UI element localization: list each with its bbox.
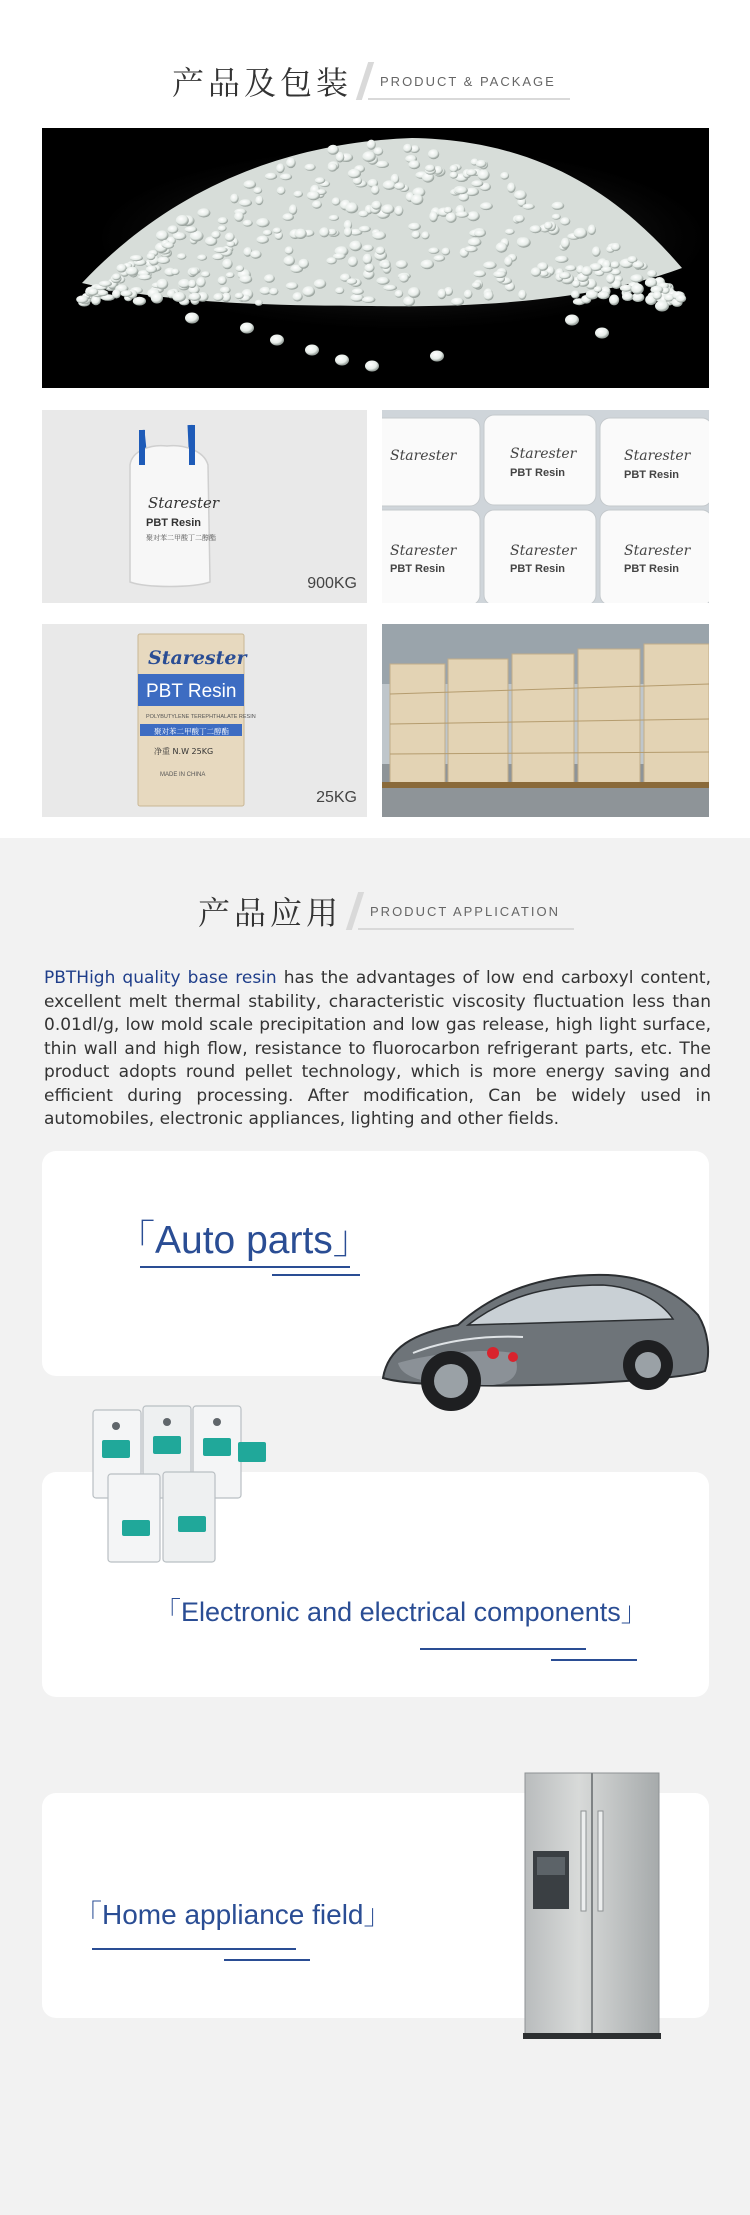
svg-text:净重 N.W 25KG: 净重 N.W 25KG [154, 747, 214, 756]
heading-cn: 产品应用 [198, 894, 343, 932]
pellet [365, 264, 375, 273]
pellet [227, 241, 235, 248]
pellet [157, 257, 170, 264]
product-package-section [0, 0, 750, 838]
title-underline [92, 1948, 296, 1950]
pellet [412, 231, 421, 239]
pellet [270, 335, 284, 346]
title-underline-short [551, 1659, 637, 1661]
section-heading-application [198, 888, 574, 934]
pellet [121, 290, 133, 297]
pellet [327, 145, 338, 155]
pellet [240, 323, 254, 334]
svg-text:Starester: Starester [510, 543, 577, 559]
pellet [315, 177, 325, 183]
description-highlight: PBTHigh quality base resin [44, 968, 277, 988]
pellet [289, 204, 297, 215]
application-description [44, 967, 711, 1132]
weight-25-label: 25KG [316, 789, 357, 806]
refrigerator-image [523, 1771, 663, 2041]
pellet [284, 256, 295, 266]
title-underline-short [224, 1959, 310, 1961]
pellet [581, 266, 592, 276]
pellet [464, 290, 473, 299]
pellet [218, 276, 227, 285]
pellet [255, 300, 263, 306]
pellet [112, 273, 121, 280]
pellet [676, 294, 686, 302]
pellet [572, 280, 580, 288]
pellet [147, 253, 156, 260]
pellet [371, 185, 379, 194]
pellet [235, 293, 244, 299]
pellet [409, 160, 421, 169]
pellet [253, 187, 262, 194]
pellet [196, 277, 205, 287]
pellet [250, 250, 261, 258]
pellet [620, 285, 633, 292]
svg-text:PBT Resin: PBT Resin [510, 467, 566, 479]
title-underline [140, 1266, 350, 1268]
pellet [332, 197, 341, 205]
pellet [622, 292, 633, 301]
pellet [395, 290, 404, 298]
pellet [126, 267, 139, 276]
pellet [571, 290, 580, 298]
pellet [471, 180, 483, 187]
pellet [500, 172, 509, 180]
pellet [319, 227, 329, 237]
pellet [358, 211, 368, 218]
pellet [421, 231, 429, 239]
pellet [574, 228, 588, 239]
pellet [601, 266, 613, 272]
pellet [295, 229, 307, 239]
home-appliance-title: 「Home appliance field」 [74, 1899, 392, 1930]
pellet [344, 227, 352, 237]
pellet [565, 265, 576, 271]
pellet [348, 256, 358, 267]
pellet [505, 229, 515, 235]
pellet [201, 271, 210, 277]
pellet [523, 204, 535, 210]
auto-parts-title: 「Auto parts」 [116, 1219, 372, 1262]
pellet [428, 149, 439, 159]
pellet [130, 255, 143, 261]
pellet [597, 291, 609, 299]
pellet [273, 228, 282, 234]
pellet [276, 163, 284, 173]
pellet [345, 202, 358, 213]
pellet [565, 315, 579, 326]
pellet [376, 247, 386, 255]
pellet [243, 220, 253, 227]
pellet [383, 180, 396, 190]
pellet [493, 271, 506, 278]
pellet [236, 265, 244, 272]
pellet [456, 211, 469, 217]
pellet [555, 256, 568, 263]
title-underline [420, 1648, 586, 1650]
pellet [265, 173, 277, 180]
pellet [480, 202, 493, 210]
svg-text:PBT Resin: PBT Resin [390, 563, 446, 575]
pellet [255, 196, 263, 205]
pellet [302, 286, 315, 297]
pellet [185, 313, 199, 324]
pellet [399, 274, 409, 283]
pellet [631, 283, 644, 294]
pellet [561, 238, 570, 249]
pellet [630, 274, 643, 282]
pellet [444, 207, 453, 214]
pellet [305, 164, 316, 171]
svg-text:Starester: Starester [148, 647, 247, 669]
pellet [286, 282, 298, 289]
pellet [645, 279, 657, 288]
pellet [172, 292, 186, 302]
pellet [476, 160, 487, 168]
pellet [146, 266, 157, 274]
pellet [531, 267, 541, 276]
weight-900-label: 900KG [307, 575, 357, 592]
pellet [348, 169, 361, 179]
pellet [99, 281, 112, 287]
pellet [328, 163, 338, 172]
pellet [478, 170, 490, 181]
pellet [163, 242, 174, 249]
pellet [429, 211, 438, 222]
product-application-section [0, 838, 750, 2215]
pellet [326, 257, 336, 264]
pellet [611, 243, 621, 251]
pellet [189, 267, 198, 275]
pellet [451, 298, 464, 306]
pellet [428, 248, 439, 254]
stacked-bags-photo [382, 410, 709, 603]
pellet [517, 237, 531, 247]
pellet [151, 293, 163, 304]
pellet [347, 278, 358, 284]
svg-text:聚对苯二甲酸丁二醇酯: 聚对苯二甲酸丁二醇酯 [154, 727, 229, 736]
pellet [403, 144, 412, 153]
pellet [408, 223, 421, 231]
pellet [263, 230, 272, 236]
svg-text:PBT Resin: PBT Resin [624, 469, 680, 481]
pellet [408, 287, 420, 298]
pellet [367, 140, 376, 150]
circuit-breaker-image [88, 1402, 288, 1567]
pellet [504, 256, 512, 266]
svg-text:POLYBUTYLENE TEREPHTHALATE RES: POLYBUTYLENE TEREPHTHALATE RESIN [146, 714, 256, 720]
pellet [189, 293, 201, 301]
title-underline-short [272, 1274, 360, 1276]
pellet [467, 211, 480, 221]
pellets-image [42, 128, 709, 388]
pellet [592, 246, 601, 256]
pellet [450, 165, 459, 173]
pellet [230, 194, 238, 204]
pellet [298, 259, 309, 269]
pellets-illustration [42, 128, 709, 388]
pellet [552, 214, 561, 220]
heading-en: PRODUCT APPLICATION [370, 903, 560, 919]
pellet [425, 165, 435, 172]
svg-text:Starester: Starester [624, 448, 691, 464]
pellet [294, 191, 303, 198]
pellet [465, 246, 478, 252]
pellet [157, 279, 169, 290]
svg-text:Starester: Starester [624, 543, 691, 559]
pellet [213, 293, 223, 301]
pellet [173, 232, 186, 240]
pellet [335, 287, 344, 294]
pellet [305, 345, 319, 356]
description-body: has the advantages of low end carboxyl content, excellent melt thermal stability, characteristic viscosity fluctuation less than 0.01dl/g, low mold scale precipitation and low gas release, high light surface, thin wall and high flow, resistance to fluorocarbon refrigerant parts, etc. The product adopts round pellet technology, which is more energy saving and efficient during processing. After modification, Can be widely used in automobiles, electronic appliances, lighting and other fields. [44, 968, 711, 1129]
pellet [133, 297, 146, 306]
pellet [283, 213, 294, 221]
pellet [515, 215, 525, 223]
pellet [472, 282, 481, 289]
pellet [421, 260, 434, 270]
pellet [218, 225, 227, 231]
pellet [466, 169, 477, 176]
pellet [468, 238, 482, 247]
pellet [156, 230, 168, 240]
pellet [214, 247, 228, 253]
pellet [655, 301, 669, 312]
bag-brand: Starester [148, 494, 220, 512]
pellet [632, 261, 644, 268]
pellet [396, 260, 408, 269]
pellet [518, 290, 526, 300]
pellet [285, 246, 294, 254]
pellet [446, 213, 457, 223]
pellet [473, 270, 486, 277]
jumbo-bag-panel [42, 410, 367, 603]
pellet [286, 158, 296, 168]
svg-text:PBT Resin: PBT Resin [624, 563, 680, 575]
svg-text:MADE IN CHINA: MADE IN CHINA [160, 772, 206, 778]
pellet [363, 254, 373, 265]
pellet [87, 288, 98, 295]
pellet [376, 277, 389, 285]
pellet [177, 253, 186, 259]
pellet [559, 272, 571, 279]
pellet [484, 291, 494, 301]
pellet [383, 285, 397, 291]
pellet [411, 194, 423, 205]
svg-text:Starester: Starester [390, 543, 457, 559]
pellet [442, 248, 451, 256]
pellet [382, 204, 395, 214]
pellet [264, 274, 275, 283]
svg-text:Starester: Starester [510, 446, 577, 462]
pellet [395, 206, 404, 216]
pellet [365, 361, 379, 372]
pellet [507, 183, 515, 193]
pellet [560, 217, 570, 225]
pellet [112, 289, 121, 298]
pellet [226, 272, 235, 278]
svg-text:Starester: Starester [390, 448, 457, 464]
section-heading-package [172, 58, 570, 104]
pellet [455, 187, 468, 195]
pellet [185, 226, 198, 232]
pellet [437, 289, 446, 299]
pellet [350, 294, 363, 302]
car-image [373, 1253, 713, 1428]
pellet [293, 292, 303, 301]
pellet [329, 215, 339, 221]
pellet [211, 231, 220, 239]
pellet [336, 152, 345, 163]
pellet [188, 280, 196, 288]
heading-en: PRODUCT & PACKAGE [380, 73, 556, 89]
pellet [430, 351, 444, 362]
pellet [606, 274, 615, 284]
pellet [362, 296, 375, 303]
pellet [176, 215, 189, 226]
pellet [197, 255, 207, 261]
pellet [483, 261, 496, 269]
pellet [588, 225, 596, 236]
svg-text:PBT Resin: PBT Resin [510, 563, 566, 575]
pellet [269, 288, 278, 295]
svg-text:PBT Resin: PBT Resin [146, 681, 237, 702]
pellet [371, 201, 381, 210]
pellet [552, 202, 565, 210]
pellet [256, 218, 269, 227]
pellet [239, 275, 252, 284]
pellet [362, 245, 373, 252]
pellet [609, 295, 619, 306]
pellet [244, 180, 257, 188]
pellet [222, 259, 232, 270]
pellet [394, 182, 405, 189]
pellet [595, 328, 609, 339]
pellet [381, 261, 391, 269]
pellet [168, 225, 179, 233]
pellet [138, 274, 152, 280]
pellet [314, 279, 326, 289]
pellet [280, 174, 292, 181]
pellet [434, 255, 446, 261]
svg-text:聚对苯二甲酸丁二醇酯: 聚对苯二甲酸丁二醇酯 [146, 534, 216, 542]
heading-cn: 产品及包装 [172, 64, 353, 102]
svg-text:PBT Resin: PBT Resin [146, 517, 202, 529]
small-bag-panel [42, 624, 367, 817]
pellet [171, 269, 180, 275]
pellet [312, 201, 322, 209]
pellet [530, 225, 542, 233]
pellet [97, 290, 109, 296]
pellet [76, 296, 88, 304]
pellet [376, 161, 389, 168]
pellet [647, 270, 657, 278]
pellet [372, 231, 386, 240]
pellet [352, 288, 364, 294]
pellet [307, 191, 320, 200]
pellet [349, 241, 362, 252]
pellet [225, 233, 235, 242]
pellet [514, 190, 527, 200]
pellet [239, 199, 252, 206]
pellet [359, 226, 371, 232]
pellet [362, 151, 375, 162]
pellet [496, 242, 508, 252]
pellet [117, 264, 127, 273]
warehouse-pallets-photo [382, 624, 709, 817]
pellet [257, 236, 269, 244]
pellet [450, 172, 458, 179]
pellet [335, 355, 349, 366]
pellet [218, 217, 228, 224]
pellet [610, 261, 619, 268]
pellet [594, 286, 603, 292]
electronic-title: 「Electronic and electrical components」 [154, 1597, 648, 1627]
pellet [234, 211, 244, 222]
pellet [474, 230, 486, 237]
pellet [197, 208, 210, 217]
pellet [653, 291, 662, 299]
pellet [277, 187, 286, 195]
pellet [544, 222, 553, 230]
